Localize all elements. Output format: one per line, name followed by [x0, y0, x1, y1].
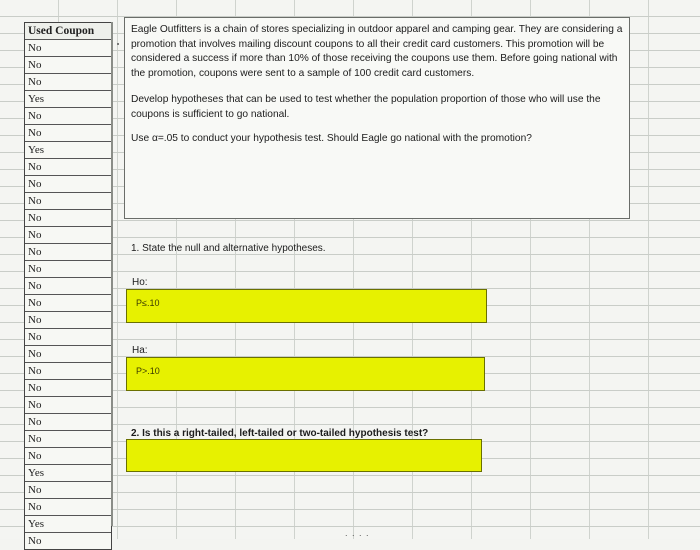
coupon-cell[interactable]: No	[25, 261, 111, 278]
coupon-cell[interactable]: No	[25, 125, 111, 142]
coupon-cell[interactable]: No	[25, 380, 111, 397]
problem-paragraph-2: Develop hypotheses that can be used to test whether the population proportion of those who will use the coupons is sufficient to go national.	[131, 94, 601, 120]
coupon-cell[interactable]: No	[25, 159, 111, 176]
coupon-cell[interactable]: No	[25, 227, 111, 244]
alt-hypothesis-answer: P>.10	[136, 366, 160, 376]
alt-hypothesis-label: Ha:	[132, 345, 148, 356]
coupon-cell[interactable]: No	[25, 295, 111, 312]
coupon-cell[interactable]: Yes	[25, 516, 111, 533]
cell-marker	[117, 43, 119, 45]
coupon-cell[interactable]: No	[25, 40, 111, 57]
coupon-cell[interactable]: No	[25, 244, 111, 261]
coupon-cell[interactable]: No	[25, 431, 111, 448]
coupon-cell[interactable]: No	[25, 414, 111, 431]
coupon-cells	[25, 40, 111, 549]
used-coupon-column	[24, 22, 112, 550]
coupon-cell[interactable]: No	[25, 193, 111, 210]
problem-paragraph-1: Eagle Outfitters is a chain of stores specializing in outdoor apparel and camping gear. They are considering a promotion that involves mailing discount coupons to all their credit card customers. This promotion will be considered a success if more than 10% of those receiving the coupons use them. Before going national with the promotion, coupons were sent to a sample of 100 credit card customers.	[131, 24, 623, 79]
coupon-cell[interactable]: Yes	[25, 142, 111, 159]
null-hypothesis-label: Ho:	[132, 277, 148, 288]
coupon-cell[interactable]: Yes	[25, 91, 111, 108]
null-hypothesis-answer-cell[interactable]	[126, 289, 487, 323]
coupon-cell[interactable]: No	[25, 210, 111, 227]
question-2[interactable]: 2. Is this a right-tailed, left-tailed or two-tailed hypothesis test?	[131, 428, 429, 439]
problem-paragraph-3: Use α=.05 to conduct your hypothesis test. Should Eagle go national with the promotion?	[131, 133, 532, 144]
column-border	[111, 22, 113, 526]
question-2-answer-cell[interactable]	[126, 439, 482, 472]
problem-statement-box[interactable]	[124, 17, 630, 219]
used-coupon-header[interactable]: Used Coupon	[25, 23, 111, 40]
coupon-cell[interactable]: No	[25, 363, 111, 380]
coupon-cell[interactable]: No	[25, 176, 111, 193]
alt-hypothesis-answer-cell[interactable]	[126, 357, 485, 391]
coupon-cell[interactable]: No	[25, 482, 111, 499]
coupon-cell[interactable]: No	[28, 535, 42, 547]
coupon-cell[interactable]: No	[25, 312, 111, 329]
coupon-cell[interactable]: No	[25, 57, 111, 74]
coupon-cell[interactable]: No	[25, 329, 111, 346]
question-1[interactable]: 1. State the null and alternative hypotheses.	[131, 243, 326, 254]
coupon-cell[interactable]: Yes	[25, 465, 111, 482]
cropped-text-fragment: . . . .	[345, 528, 370, 538]
coupon-cell[interactable]: No	[25, 397, 111, 414]
coupon-cell[interactable]: No	[25, 499, 111, 516]
coupon-cell[interactable]: No	[25, 74, 111, 91]
null-hypothesis-answer: P≤.10	[136, 298, 160, 308]
coupon-cell[interactable]: No	[25, 278, 111, 295]
coupon-cell[interactable]: No	[25, 448, 111, 465]
coupon-cell[interactable]: No	[25, 346, 111, 363]
coupon-cell[interactable]: No	[25, 108, 111, 125]
